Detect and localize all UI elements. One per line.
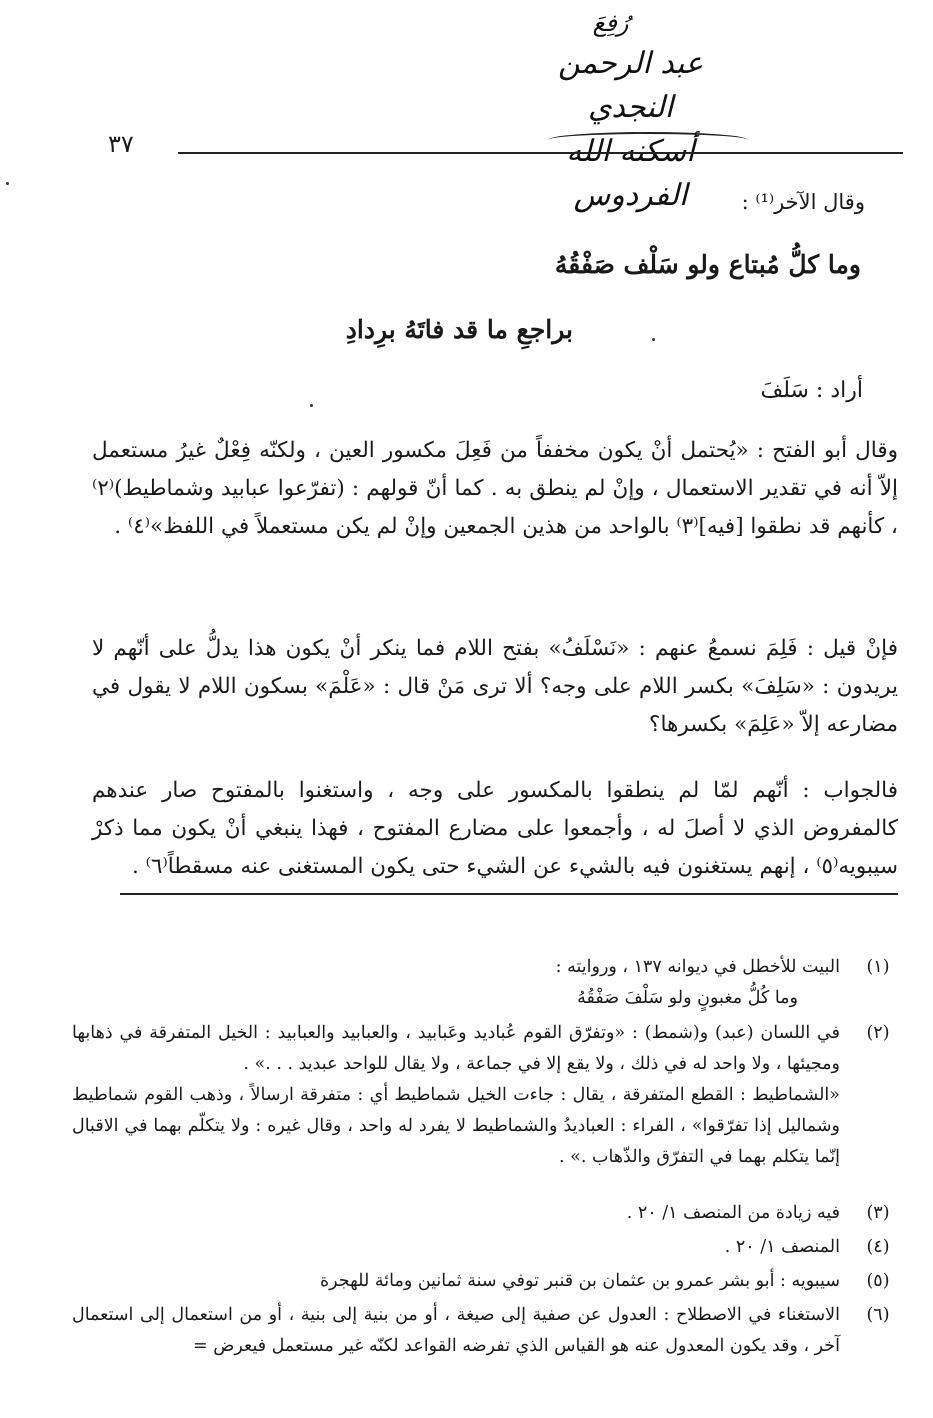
footnote-text: البيت للأخطل في ديوانه ١٣٧ ، وروايته : [555, 957, 840, 977]
footnote-text: الاستغناء في الاصطلاح : العدول عن صفية إلى صيغة ، أو من بنية إلى بنية ، أو من استعمال إلى استعمال آخر ، وقد يكون المعدول عنه هو القياس الذي تفرضه القواعد لكنّه غير مستعمل فيعرض = [72, 1305, 840, 1356]
stamp-line-2: عبد الرحمن النجدي [558, 46, 703, 125]
stamp-line-1: رُفِعَ [592, 9, 629, 37]
stamp-flourish [548, 132, 748, 148]
footnote-rule [120, 893, 898, 895]
footnote-text: في اللسان (عبد) و(شمط) : «وتفرّق القوم عُباديد وعَبابيد ، والعبابيد والعبابيد : الخيل المتفرقة في ذهابها ومجيئها ، ولا واحد له في ذلك ، ولا يقع إلا في جماعة ، ولا يقال للواحد عبديد . . .» . [72, 1023, 840, 1074]
footnote-text-cont: «الشماطيط : القطع المتفرقة ، يقال : جاءت الخيل شماطيط أي : متفرقة ارسالاً ، وذهب القوم شماطيط وشماليل إذا تفرّقوا» ، الفراء : العباديدُ والشماطيط لا يفرد له واحد ، وقال غيره : ولا يتكلّم بهما في الاقبال إنّما يتكلم بهما في التفرّق والذّهاب .» . [72, 1085, 840, 1167]
paragraph-answer: فالجواب : أنّهم لمّا لم ينطقوا بالمكسور على وجه ، واستغنوا بالمفتوح صار عندهم كالمفروض الذي لا أصلَ له ، وأجمعوا على مضارع المفتوح ، فهذا ينبغي أنْ يكون مما ذكرْ سيبويه⁽٥⁾ ، إنهم يستغنون فيه بالشيء عن الشيء حتى يكون المستغنى عنه مسقطاً⁽٦⁾ . [92, 778, 898, 879]
header-rule [178, 152, 903, 154]
footnote-6 [72, 1300, 898, 1362]
footnote-number: (٢) [866, 1023, 890, 1043]
footnote-1 [72, 952, 898, 1014]
footnote-5 [72, 1266, 898, 1297]
paragraph-abu-alfath: وقال أبو الفتح : «يُحتمل أنْ يكون مخففاً من فَعِلَ مكسور العين ، ولكنّه فِعْلٌ غيرُ مستعمل إلاّ أنه في تقدير الاستعمال ، وإنْ لم ينطق به . كما أنّ قولهم : (تفرّعوا عبابيد وشماطيط)⁽٢⁾ ، كأنهم قد نطقوا [فيه]⁽٣⁾ بالواحد من هذين الجمعين وإنْ لم يكن مستعملاً في اللفظ»⁽٤⁾ . [92, 438, 898, 539]
ownership-stamp [523, 4, 738, 213]
scan-speck [6, 182, 9, 185]
footnote-text: سيبويه : أبو بشر عمرو بن عثمان بن قنبر توفي سنة ثمانين ومائة للهجرة [319, 1271, 840, 1291]
verse-line-1: وما كلُّ مُبتاع ولو سَلْف صَفْقُهُ [554, 250, 861, 279]
paragraph-objection: فإنْ قيل : فَلِمَ نسمعُ عنهم : «نَسْلَفُ» بفتح اللام فما ينكر أنْ يكون هذا يدلُّ على أنّهم لا يريدون : «سَلِفَ» بكسر اللام على وجه؟ ألا ترى مَنْ قال : «عَلْمَ» بسكون اللام لا يقول في مضارعه إلاّ «عَلِمَ» بكسرها؟ [92, 636, 898, 737]
scan-speck [310, 404, 313, 407]
page-number: ٣٧ [108, 130, 134, 158]
footnote-number: (٤) [866, 1237, 890, 1257]
footnote-verse: وما كُلُّ مغبونٍ ولو سَلْفَ صَفْقُهُ [577, 988, 798, 1008]
stamp-line-3: أسكنه الله الفردوس [566, 134, 695, 213]
footnote-number: (١) [866, 957, 890, 977]
footnote-2 [72, 1018, 898, 1173]
footnote-number: (٣) [866, 1203, 890, 1223]
footnote-4 [72, 1232, 898, 1263]
footnote-text: المنصف ١/ ٢٠ . [724, 1237, 840, 1257]
intended-meaning: أراد : سَلَفَ [760, 378, 863, 403]
footnote-number: (٦) [866, 1305, 890, 1325]
verse-line-2: براجعِ ما قد فاتَهُ برِدادِ [345, 315, 573, 344]
scan-speck [652, 338, 655, 341]
footnote-number: (٥) [866, 1271, 890, 1291]
footnote-3 [72, 1198, 898, 1229]
poem-intro: وقال الآخر⁽¹⁾ : [741, 190, 865, 214]
footnote-text: فيه زيادة من المنصف ١/ ٢٠ . [626, 1203, 840, 1223]
